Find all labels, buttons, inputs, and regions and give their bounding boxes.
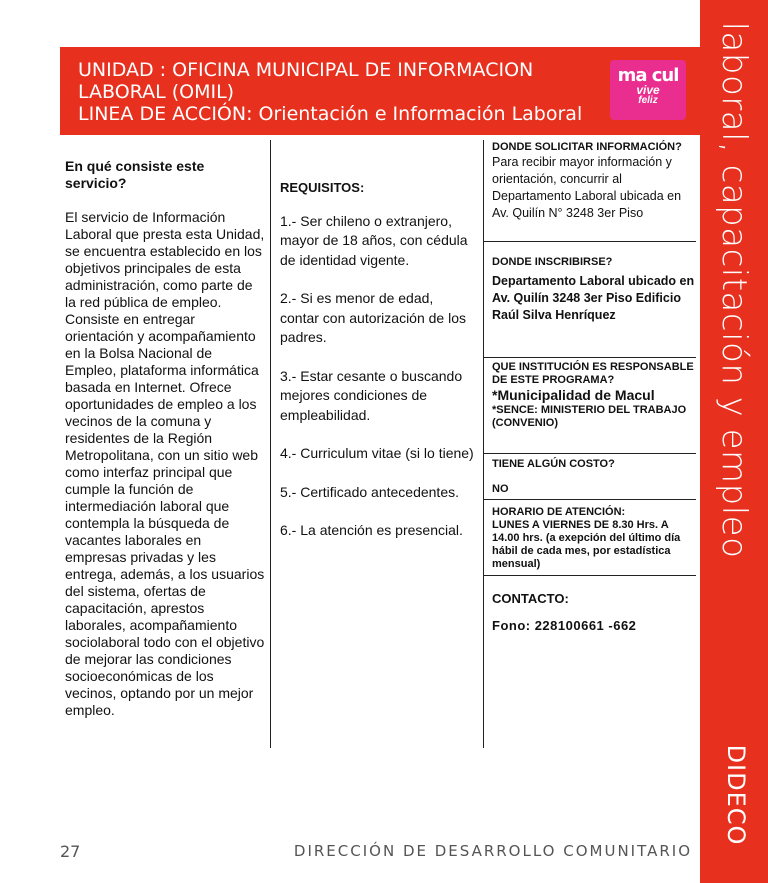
service-description: [65, 158, 265, 719]
cost-answer: NO: [492, 483, 509, 495]
contact-phone: Fono: 228100661 -662: [492, 618, 637, 633]
footer-department: DIRECCIÓN DE DESARROLLO COMUNITARIO: [293, 842, 692, 860]
header-unit-line-2: LABORAL (OMIL): [78, 81, 235, 103]
schedule-title: HORARIO DE ATENCIÓN:: [492, 506, 626, 518]
requirement-item: 2.- Si es menor de edad, contar con autorización de los padres.: [280, 290, 466, 345]
info-request-title: DONDE SOLICITAR INFORMACIÓN?: [492, 141, 682, 153]
side-department-label: DIDECO: [722, 744, 750, 846]
registration-text: Departamento Laboral ubicado en Av. Quilín 3248 3er Piso Edificio Raúl Silva Henríquez: [492, 274, 695, 322]
cost-box: [484, 454, 696, 500]
requirement-item: 6.- La atención es presencial.: [280, 522, 463, 538]
requirement-item: 5.- Certificado antecedentes.: [280, 483, 459, 500]
requirement-item: 1.- Ser chileno o extranjero, mayor de 18 años, con cédula de identidad vigente.: [280, 212, 468, 268]
header-action-line: LINEA DE ACCIÓN: Orientación e Información Laboral: [78, 103, 583, 125]
column-divider-1: [270, 140, 271, 748]
logo-feliz-text: feliz: [638, 95, 658, 106]
institution-sub: *SENCE: MINISTERIO DEL TRABAJO (CONVENIO): [492, 404, 687, 429]
page-number: 27: [60, 842, 81, 861]
header-unit-line: UNIDAD : OFICINA MUNICIPAL DE INFORMACION: [78, 59, 534, 81]
info-request-text: Para recibir mayor información y orientación, concurrir al Departamento Laboral ubicada en Av. Quilín N° 3248 3er Piso: [492, 155, 682, 220]
side-section-title: laboral, capacitación y empleo: [714, 21, 754, 559]
logo-macul-text: ma cul: [617, 65, 679, 86]
contact-title: CONTACTO:: [492, 591, 569, 606]
macul-logo: [610, 60, 686, 120]
requirement-item: 3.- Estar cesante o buscando mejores condiciones de empleabilidad.: [280, 367, 463, 423]
institution-main: *Municipalidad de Macul: [492, 387, 655, 403]
requirements-title: REQUISITOS:: [280, 180, 365, 195]
requirement-item: 4.- Curriculum vitae (si lo tiene): [280, 445, 474, 461]
contact-box: [484, 576, 696, 646]
info-request-box: [484, 138, 696, 242]
schedule-text: LUNES A VIERNES DE 8.30 Hrs. A 14.00 hrs. (a exepción del último día hábil de cada mes, por estadística mensual): [492, 519, 681, 570]
service-title: En qué consiste este servicio?: [65, 158, 205, 191]
institution-box: [484, 358, 696, 454]
institution-title: QUE INSTITUCIÓN ES RESPONSABLE DE ESTE PROGRAMA?: [492, 361, 694, 386]
logo-vive-text: vive: [636, 83, 660, 97]
registration-box: [484, 242, 696, 358]
requirements: [280, 178, 475, 560]
schedule-box: [484, 500, 696, 576]
header-banner: [60, 47, 700, 135]
registration-title: DONDE INSCRIBIRSE?: [492, 256, 613, 268]
header-text: [78, 59, 582, 125]
service-body: El servicio de Información Laboral que presta esta Unidad, se encuentra establecido en los objetivos principales de esta administración, como parte de la red pública de empleo. Consiste en entregar orientación y acompañamiento en la Bolsa Nacional de Empleo, plataforma informática basada en Internet. Ofrece oportunidades de empleo a los vecinos de la comuna y residentes de la Región Metropolitana, con un sitio web como interfaz principal que cumple la función de intermediación laboral que contempla la búsqueda de vacantes laborales en empresas privadas y les entrega, además, a los usuarios del sistema, ofertas de capacitación, aprestos laborales, acompañamiento sociolaboral todo con el objetivo de mejorar las condiciones socioeconómicas de los vecinos, optando por un mejor empleo.: [65, 209, 265, 718]
cost-title: TIENE ALGÚN COSTO?: [492, 458, 615, 470]
